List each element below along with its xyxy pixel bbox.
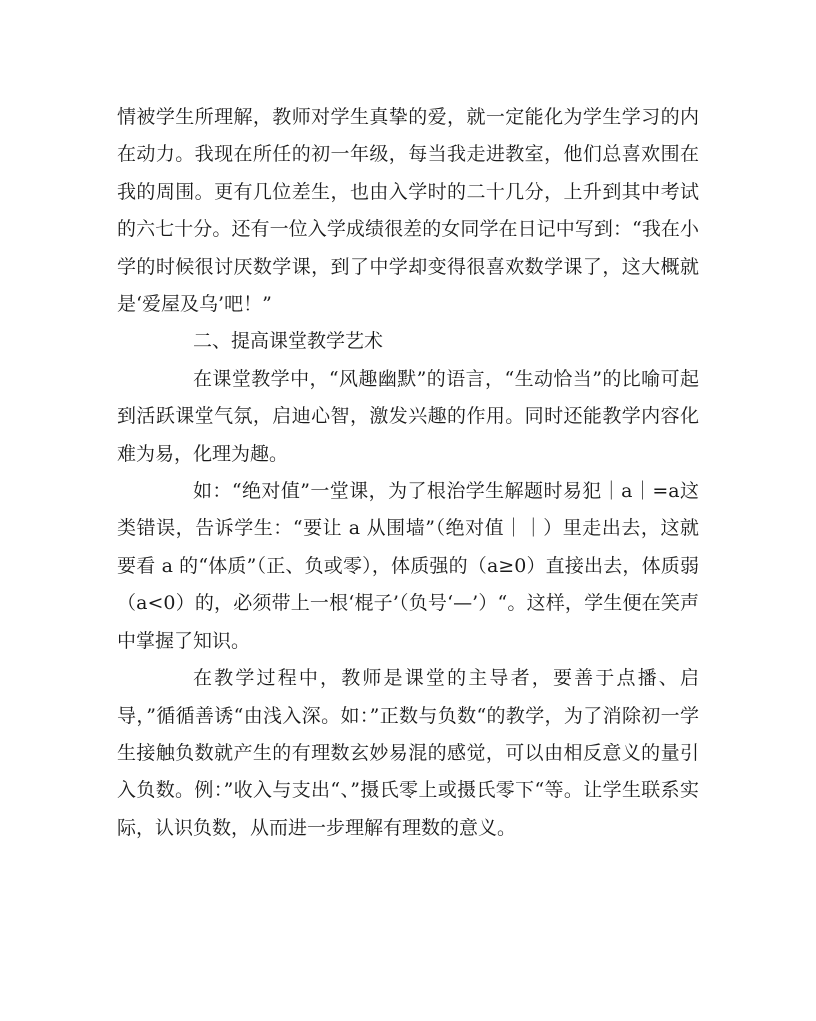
paragraph-absolute-value-example: 如：“绝对值”一堂课，为了根治学生解题时易犯｜a｜=a这类错误，告诉学生：“要让 a 从围墙”（绝对值｜｜）里走出去，这就要看 a 的“体质”（正、负或零），体质强的（a≥0）直接出去，体质弱（a<0）的，必须带上一根‘棍子’（负号‘—’）“。这样，学生便在笑声中掌握了知识。 — [117, 480, 699, 652]
paragraph-humor-language: 在课堂教学中，“风趣幽默”的语言，“生动恰当”的比喻可起到活跃课堂气氛，启迪心智，激发兴趣的作用。同时还能教学内容化难为易，化理为趣。 — [117, 367, 699, 465]
paragraph-negative-numbers: 在教学过程中，教师是课堂的主导者，要善于点播、启导，”循循善诱“由浅入深。如：”正数与负数“的教学，为了消除初一学生接触负数就产生的有理数玄妙易混的感觉，可以由相反意义的量引入负数。例：”收入与支出“、”摄氏零上或摄氏零下“等。让学生联系实际，认识负数，从而进一步理解有理数的意义。 — [117, 667, 699, 839]
document-body — [117, 99, 699, 847]
section-heading: 二、提高课堂教学艺术 — [193, 330, 384, 353]
paragraph-continuation: 情被学生所理解，教师对学生真挚的爱，就一定能化为学生学习的内在动力。我现在所任的初一年级，每当我走进教室，他们总喜欢围在我的周围。更有几位差生，也由入学时的二十几分，上升到其中考试的六七十分。还有一位入学成绩很差的女同学在日记中写到：“我在小学的时候很讨厌数学课，到了中学却变得很喜欢数学课了，这大概就是‘爱屋及乌’吧！” — [117, 106, 699, 316]
